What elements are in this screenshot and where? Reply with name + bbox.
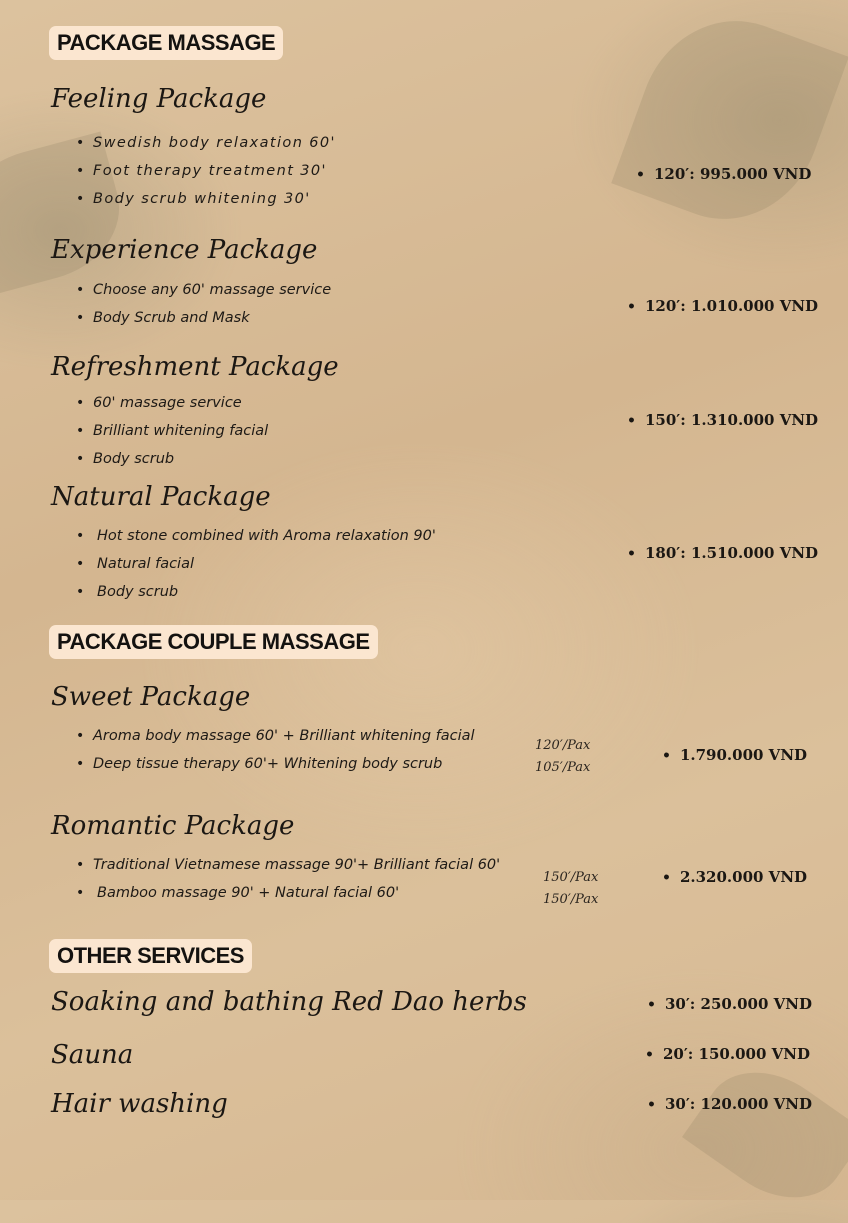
pax-duration: 150′/Pax [543, 892, 599, 907]
package-title-romantic: Romantic Package [51, 811, 295, 841]
refreshment-package-items [76, 389, 268, 473]
list-item: • Swedish body relaxation 60' [76, 129, 336, 157]
list-item: • Natural facial [76, 550, 436, 578]
sweet-package-price: • 1.790.000 VND [662, 746, 807, 764]
background-leaf-decoration [682, 1047, 848, 1223]
package-title-natural: Natural Package [51, 482, 271, 512]
pax-duration: 105′/Pax [535, 760, 591, 775]
list-item: • 60' massage service [76, 389, 268, 417]
list-item: • Aroma body massage 60' + Brilliant whitening facial [76, 722, 475, 750]
romantic-package-price: • 2.320.000 VND [662, 868, 807, 886]
list-item: • Hot stone combined with Aroma relaxation 90' [76, 522, 436, 550]
sweet-package-items [76, 722, 475, 778]
service-price-sauna: • 20′: 150.000 VND [645, 1045, 810, 1063]
background-leaf-decoration [611, 0, 848, 245]
natural-package-items [76, 522, 436, 606]
refreshment-package-price: • 150′: 1.310.000 VND [627, 411, 818, 429]
list-item: • Body Scrub and Mask [76, 304, 331, 332]
section-heading-other-services: OTHER SERVICES [49, 939, 252, 973]
package-title-feeling: Feeling Package [51, 84, 267, 114]
list-item: • Choose any 60' massage service [76, 276, 331, 304]
list-item: • Body scrub [76, 445, 268, 473]
list-item: • Body scrub whitening 30' [76, 185, 336, 213]
service-title-sauna: Sauna [51, 1040, 134, 1070]
list-item: • Traditional Vietnamese massage 90'+ Brilliant facial 60' [76, 851, 500, 879]
package-title-sweet: Sweet Package [51, 682, 251, 712]
feeling-package-items [76, 129, 336, 213]
list-item: • Brilliant whitening facial [76, 417, 268, 445]
romantic-package-pax [543, 867, 598, 911]
romantic-package-items [76, 851, 500, 907]
package-title-refreshment: Refreshment Package [51, 352, 339, 382]
natural-package-price: • 180′: 1.510.000 VND [627, 544, 818, 562]
section-heading-package-massage: PACKAGE MASSAGE [49, 26, 283, 60]
list-item: • Deep tissue therapy 60'+ Whitening body scrub [76, 750, 475, 778]
feeling-package-price: • 120′: 995.000 VND [636, 165, 811, 183]
experience-package-price: • 120′: 1.010.000 VND [627, 297, 818, 315]
pax-duration: 150′/Pax [543, 870, 599, 885]
experience-package-items [76, 276, 331, 332]
pax-duration: 120′/Pax [535, 738, 591, 753]
list-item: • Foot therapy treatment 30' [76, 157, 336, 185]
service-price-red-dao-herbs: • 30′: 250.000 VND [647, 995, 812, 1013]
package-title-experience: Experience Package [51, 235, 318, 265]
service-price-hair-washing: • 30′: 120.000 VND [647, 1095, 812, 1113]
list-item: • Body scrub [76, 578, 436, 606]
sweet-package-pax [535, 735, 590, 779]
section-heading-package-couple-massage: PACKAGE COUPLE MASSAGE [49, 625, 378, 659]
service-title-hair-washing: Hair washing [51, 1089, 228, 1119]
list-item: • Bamboo massage 90' + Natural facial 60' [76, 879, 500, 907]
service-title-red-dao-herbs: Soaking and bathing Red Dao herbs [51, 987, 527, 1017]
